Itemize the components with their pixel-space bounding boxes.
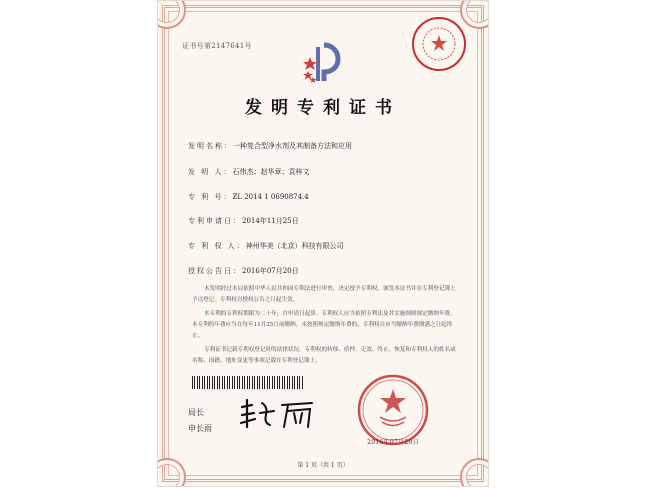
field-label: 专 利 权 人： — [188, 242, 246, 250]
field-value: 2014年11月25日 — [242, 217, 299, 225]
field-inventor — [188, 167, 309, 177]
seal-date: 2016年07月20日 — [367, 439, 419, 446]
field-patent-number — [188, 192, 309, 202]
field-label: 授权公告日： — [188, 267, 242, 275]
field-grant-date — [188, 266, 299, 276]
field-value: ZL 2014 1 0690874.4 — [232, 193, 309, 201]
patent-certificate — [158, 1, 488, 486]
field-value: 2016年07月20日 — [242, 267, 299, 275]
barcode — [192, 376, 304, 389]
field-label: 专 利 号： — [188, 193, 233, 201]
field-patentee — [188, 241, 344, 251]
field-value: 一种复合型净水剂及其制备方法和应用 — [233, 142, 352, 150]
page-number: 第 1 页（共 1 页） — [297, 462, 349, 469]
director-title: 局长 — [188, 408, 204, 417]
field-invention-name — [188, 141, 352, 151]
certificate-body-text — [192, 284, 456, 370]
body-paragraph: 专利证书记载专利权登记时的法律状况。专利权的转移、质押、无效、终止、恢复和专利权人的姓名或名称、国籍、地址变更等事项记载在专利登记簿上。 — [192, 347, 456, 364]
field-label: 发 明 人： — [188, 168, 233, 176]
director-signature — [238, 397, 318, 431]
certificate-title: 发明专利证书 — [245, 98, 401, 118]
director-name: 申长雨 — [188, 424, 212, 433]
field-label: 发明名称： — [188, 142, 233, 150]
body-paragraph: 本专利的专利权期限为二十年，自申请日起算。专利权人应当依照专利法及其实施细则规定缴纳年费。本专利的年费应当在每年11月25日前缴纳。未按照规定缴纳年费的，专利权自应当缴纳年费期满之日起终止。 — [192, 311, 456, 339]
field-value: 神州华美（北京）科技有限公司 — [245, 242, 344, 250]
official-seal — [356, 373, 430, 447]
patent-office-logo — [302, 41, 348, 85]
field-value: 石伟杰；赵华章；袁梓文 — [232, 168, 310, 176]
body-paragraph: 本发明经过本局依照中华人民共和国专利法进行审查，决定授予专利权，颁发本证书并在专利登记簿上予以登记。专利权自授权公告之日起生效。 — [192, 286, 456, 303]
field-application-date — [188, 216, 299, 226]
top-office-seal — [410, 15, 468, 73]
field-label: 专利申请日： — [188, 217, 242, 225]
certificate-number: 证书号第2147641号 — [182, 42, 252, 50]
